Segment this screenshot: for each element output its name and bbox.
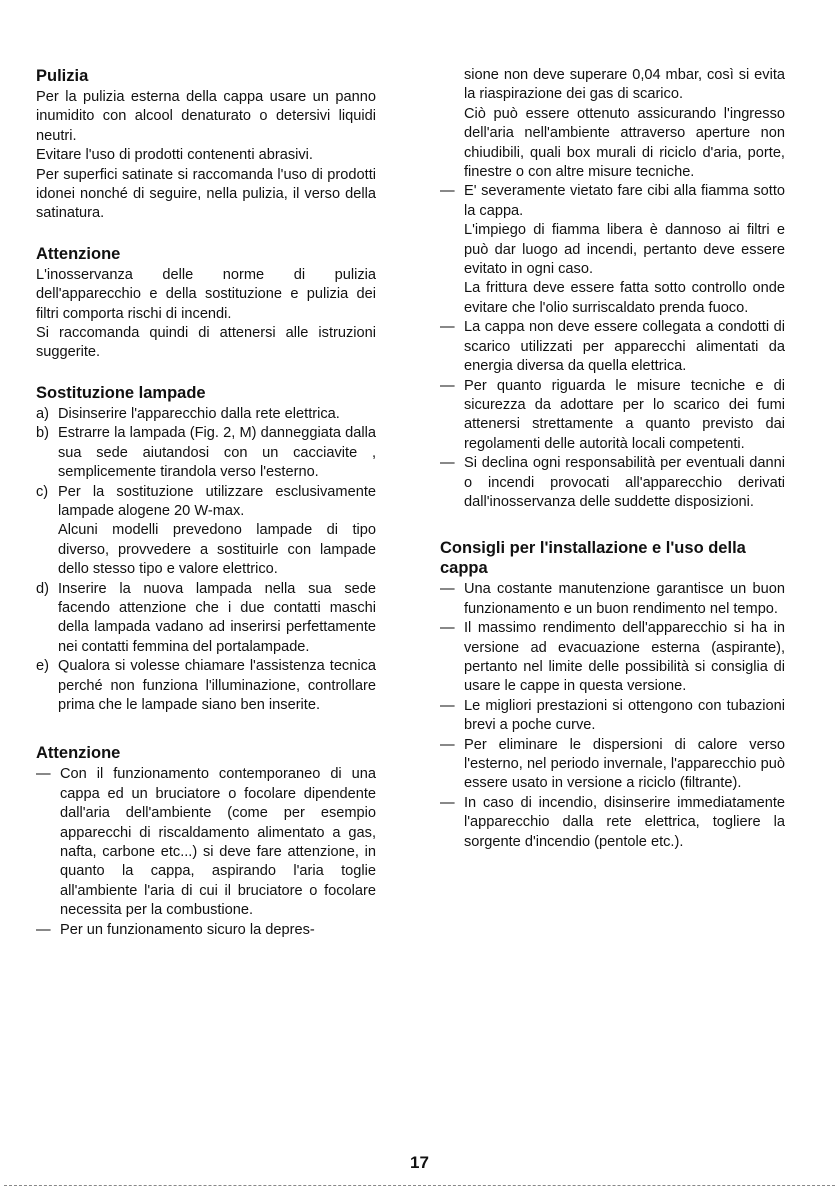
list-item-body [58,483,376,580]
list-item [36,580,376,658]
heading-consigli: Consigli per l'installazione e l'uso della cappa [440,539,746,578]
section-attenzione-2 [36,743,376,940]
list-item-text-extra: La frittura deve essere fatta sotto controllo onde evitare che l'olio surriscaldato prenda fuoco. [464,280,785,316]
list-item [440,377,785,455]
heading-sostituzione-lampade: Sostituzione lampade [36,383,206,402]
list-item [36,921,376,940]
list-item-text: Per quanto riguarda le misure tecniche e di sicurezza da adottare per lo scarico dei fumi attenersi strettamente a quanto previsto dai regolamenti delle autorità locali competenti. [464,377,785,452]
list-marker: — [440,377,455,394]
list-item-text: Estrarre la lampada (Fig. 2, M) danneggiata dalla sua sede aiutandosi con un cacciavite , semplicemente tirandola verso l'esterno. [58,425,376,481]
list-item-text: Si declina ogni responsabilità per eventuali danni o incendi provocati all'apparecchio derivati dall'inosservanza delle suddette disposizioni. [464,455,785,510]
list-item-text: Una costante manutenzione garantisce un buon funzionamento e un buon rendimento nel tempo. [464,581,785,617]
list-marker: — [36,766,51,783]
list-item-text: Per la sostituzione utilizzare esclusivamente lampade alogene 20 W-max. [58,483,376,519]
heading-pulizia: Pulizia [36,67,89,85]
list-item-body [464,66,785,182]
list-item [36,405,376,424]
list-marker: a) [36,405,49,422]
list-item-text: Per eliminare le dispersioni di calore verso l'esterno, nel periodo invernale, l'apparecchio può essere usato in versione a riciclo (filtrante). [464,736,785,792]
list-item [440,736,785,794]
section-attenzione-1 [36,244,376,363]
list-item [440,454,785,512]
list-item-text: Con il funzionamento contemporaneo di una cappa ed un bruciatore o focolare dipendente dall'aria dell'ambiente (come per esempio apparecchi di riscaldamento alimentato a gas, nafta, carbone etc...) si deve fare attenzione, in quanto la cappa, aspirando l'aria toglie all'ambiente l'aria di cui il bruciatore o focolare necessita per la combustione. [60,766,376,919]
list-marker: b) [36,425,49,442]
list-marker: — [440,319,455,336]
list-marker: — [440,620,455,637]
list-marker: — [440,736,455,753]
list-item-text-extra: Alcuni modelli prevedono lampade di tipo diverso, provvedere a sostituirle con lampade dello stesso tipo e valore elettrico. [58,522,376,578]
list-item-text: Le migliori prestazioni si ottengono con tubazioni brevi a poche curve. [464,697,785,734]
list-item-text: In caso di incendio, disinserire immediatamente l'apparecchio dalla rete elettrica, togliere la sorgente d'incendio (pentole etc.). [464,794,785,850]
list-item-text: Il massimo rendimento dell'apparecchio si ha in versione ad evacuazione esterna (aspirante), pertanto nel limite delle possibilità si consiglia di usare le cappe in questa versione. [464,620,785,695]
list-item-text: Inserire la nuova lampada nella sua sede facendo attenzione che i due contatti maschi della lampada vadano ad inserirsi perfettamente nei contatti femmina del portalampade. [58,580,376,655]
list-item-text-extra: L'impiego di fiamma libera è dannoso ai filtri e può dar luogo ad incendi, pertanto deve essere evitato in ogni caso. [464,222,785,278]
list-item-body [464,182,785,318]
bottom-divider [4,1185,835,1186]
paragraph: Si raccomanda quindi di attenersi alle istruzioni suggerite. [36,325,376,361]
list-marker: d) [36,580,49,597]
list-item-text: Per un funzionamento sicuro la depres- [60,921,315,938]
right-column [440,66,785,852]
list-item [440,697,785,736]
list-item-text: La cappa non deve essere collegata a condotti di scarico utilizzati per apparecchi alimentati da energia diversa da quella elettrica. [464,319,785,375]
list-marker: — [440,794,455,811]
list-marker: e) [36,658,49,675]
list-marker: c) [36,483,49,500]
list-item [36,657,376,715]
list-item [36,765,376,920]
list-item-text: sione non deve superare 0,04 mbar, così si evita la riaspirazione dei gas di scarico. [464,67,785,103]
section-pulizia [36,66,376,224]
list-item [440,182,785,318]
list-marker: — [440,581,455,598]
paragraph: L'inosservanza delle norme di pulizia dell'apparecchio e della sostituzione e pulizia dei filtri comporta rischi di incendi. [36,266,376,322]
list-item [440,580,785,619]
list-item [440,619,785,697]
list-marker: — [36,921,51,938]
list-item [36,424,376,482]
paragraph: Per superfici satinate si raccomanda l'uso di prodotti idonei nonché di seguire, nella pulizia, il verso della satinatura. [36,166,376,222]
list-marker: — [440,183,455,200]
list-item [440,318,785,376]
heading-attenzione: Attenzione [36,744,121,763]
list-marker: — [440,697,455,714]
list-item-text: Disinserire l'apparecchio dalla rete elettrica. [58,405,340,422]
section-sostituzione-lampade [36,383,376,716]
paragraph: Evitare l'uso di prodotti contenenti abrasivi. [36,147,313,164]
list-item-text: E' severamente vietato fare cibi alla fiamma sotto la cappa. [464,183,785,219]
list-item-text: Qualora si volesse chiamare l'assistenza tecnica perché non funziona l'illuminazione, controllare prima che le lampade siano ben inserite. [58,658,376,713]
page-number: 17 [410,1153,429,1172]
heading-attenzione: Attenzione [36,244,121,263]
paragraph: Per la pulizia esterna della cappa usare un panno inumidito con alcool denaturato o detersivi liquidi neutri. [36,89,376,144]
left-column [36,66,376,960]
continued-list-item [440,66,785,182]
list-item [36,483,376,580]
list-item [440,794,785,852]
list-marker: — [440,455,455,472]
list-item-text-extra: Ciò può essere ottenuto assicurando l'ingresso dell'aria nell'ambiente attraverso aperture non chiudibili, quali box murali di riciclo d'aria, porte, finestre o con altre misure tecniche. [464,105,785,181]
